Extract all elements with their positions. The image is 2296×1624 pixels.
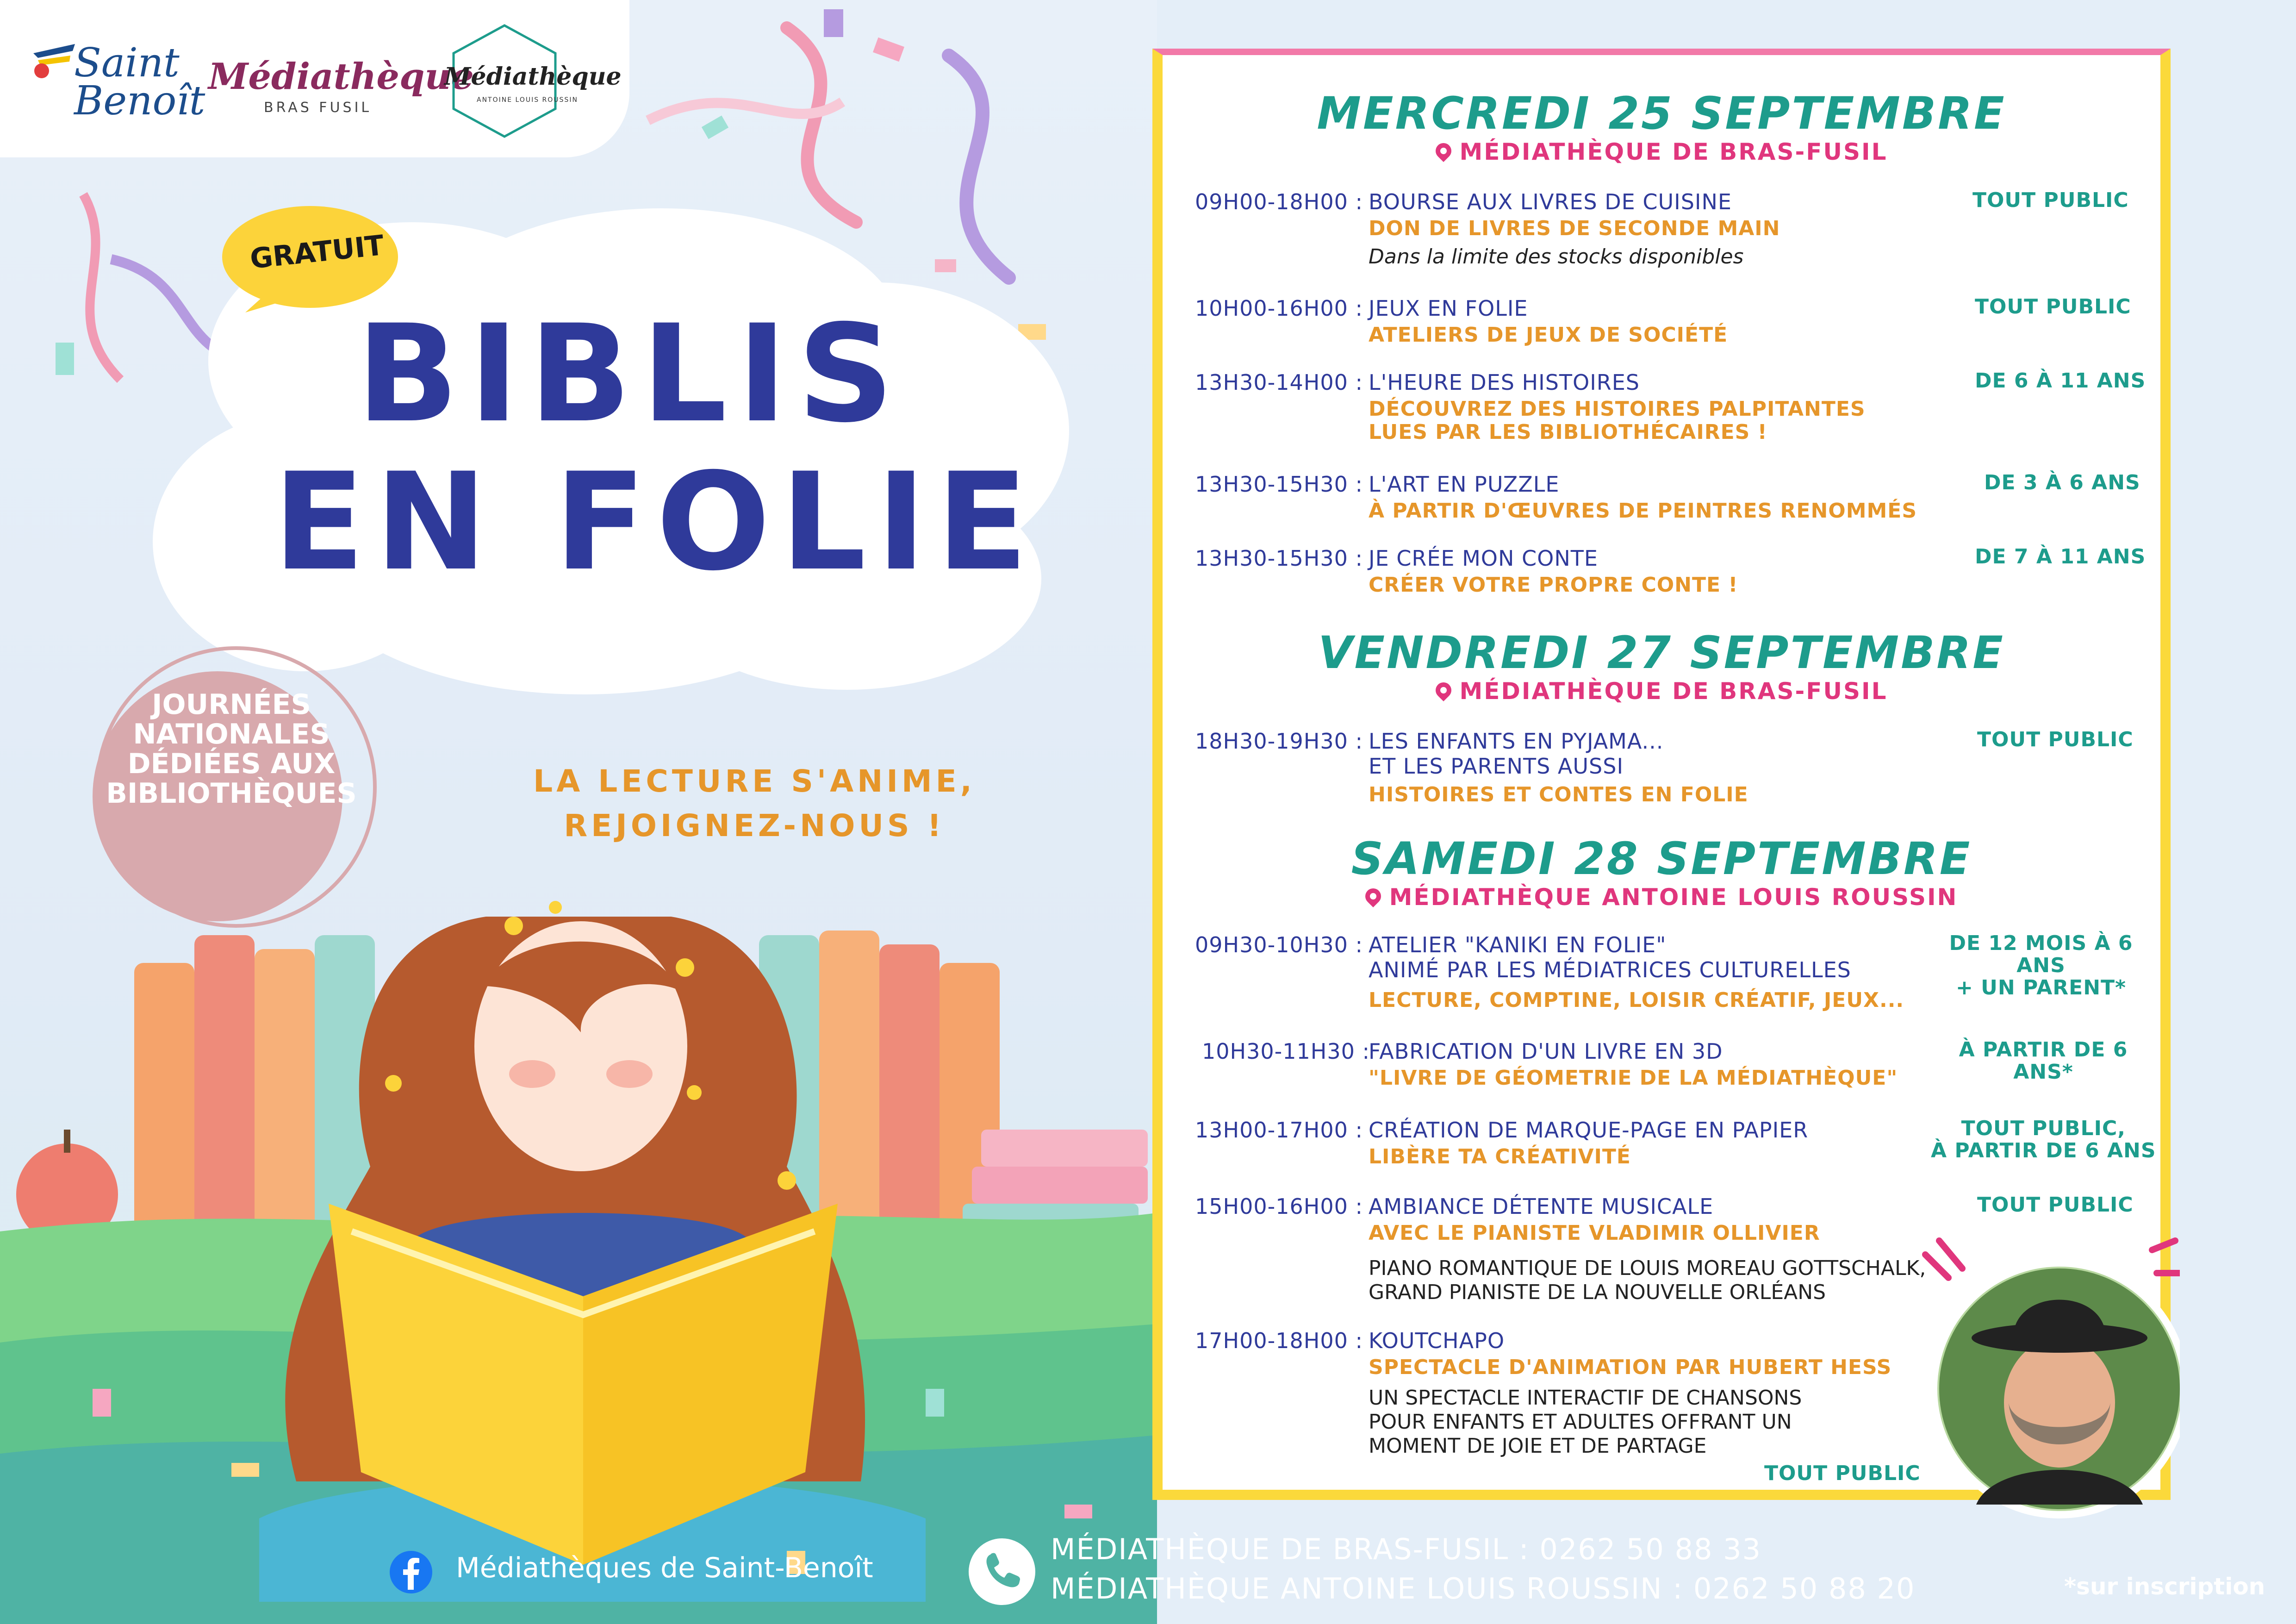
event-time: 09H00-18H00 :: [1195, 189, 1363, 214]
location-pin-icon: [1432, 139, 1454, 162]
venue-mercredi: MÉDIATHÈQUE DE BRAS-FUSIL: [1163, 138, 2160, 165]
event-time: 15H00-16H00 :: [1195, 1194, 1363, 1219]
event-subtitle: AVEC LE PIANISTE VLADIMIR OLLIVIER: [1369, 1221, 1820, 1245]
event-subtitle: ATELIERS DE JEUX DE SOCIÉTÉ: [1369, 323, 1728, 347]
main-title-line1: BIBLIS: [356, 296, 904, 452]
reading-girl-illustration: [0, 880, 1157, 1624]
event-title: JE CRÉE MON CONTE: [1369, 546, 1598, 571]
mediatheque-bras-fusil-logo: Médiathèque: [208, 56, 474, 98]
venue-samedi: MÉDIATHÈQUE ANTOINE LOUIS ROUSSIN: [1163, 884, 2160, 911]
event-title: BOURSE AUX LIVRES DE CUISINE: [1369, 189, 1732, 214]
mediatheque-roussin-subtitle: ANTOINE LOUIS ROUSSIN: [477, 96, 578, 104]
event-title: JEUX EN FOLIE: [1369, 296, 1528, 321]
mediatheque-bras-fusil-subtitle: BRAS FUSIL: [264, 100, 372, 116]
saint-benoit-logo-icon: [29, 35, 80, 81]
event-time: 13H30-15H30 :: [1195, 472, 1363, 497]
phone-bras-fusil: MÉDIATHÈQUE DE BRAS-FUSIL : 0262 50 88 33: [1051, 1532, 1762, 1566]
event-subtitle: À PARTIR D'ŒUVRES DE PEINTRES RENOMMÉS: [1369, 499, 1917, 523]
event-time: 17H00-18H00 :: [1195, 1328, 1363, 1353]
event-subtitle: DÉCOUVREZ DES HISTOIRES PALPITANTES LUES PAR LES BIBLIOTHÉCAIRES !: [1369, 397, 1866, 444]
facebook-icon[interactable]: [389, 1550, 433, 1594]
event-audience: TOUT PUBLIC: [1972, 188, 2129, 212]
event-subtitle: SPECTACLE D'ANIMATION PAR HUBERT HESS: [1369, 1355, 1892, 1379]
event-title: LES ENFANTS EN PYJAMA... ET LES PARENTS AUSSI: [1369, 729, 1664, 779]
event-note: UN SPECTACLE INTERACTIF DE CHANSONS POUR ENFANTS ET ADULTES OFFRANT UN MOMENT DE JOIE ET DE PARTAGE: [1369, 1386, 1802, 1458]
event-subtitle: LECTURE, COMPTINE, LOISIR CRÉATIF, JEUX...: [1369, 988, 1904, 1012]
event-audience: TOUT PUBLIC: [1977, 1193, 2134, 1217]
saint-benoit-logo: Saint Benoît: [74, 40, 205, 124]
location-pin-icon: [1432, 679, 1454, 701]
mediatheque-roussin-logo: Médiathèque: [444, 62, 622, 91]
event-time: 10H30-11H30 :: [1202, 1039, 1370, 1064]
event-title: L'HEURE DES HISTOIRES: [1369, 370, 1640, 395]
event-title: AMBIANCE DÉTENTE MUSICALE: [1369, 1194, 1714, 1219]
event-audience: TOUT PUBLIC, À PARTIR DE 6 ANS: [1931, 1117, 2156, 1162]
gratuit-badge: GRATUIT: [249, 229, 386, 275]
journees-nationales-text: JOURNÉES NATIONALES DÉDIÉES AUX BIBLIOTHÈQUES: [106, 688, 357, 810]
event-subtitle: LIBÈRE TA CRÉATIVITÉ: [1369, 1145, 1631, 1168]
event-title: CRÉATION DE MARQUE-PAGE EN PAPIER: [1369, 1118, 1809, 1143]
phone-icon: [967, 1537, 1037, 1606]
event-subtitle: HISTOIRES ET CONTES EN FOLIE: [1369, 783, 1748, 806]
event-audience: TOUT PUBLIC: [1764, 1462, 1921, 1485]
event-subtitle: DON DE LIVRES DE SECONDE MAIN: [1369, 217, 1780, 240]
facebook-link[interactable]: Médiathèques de Saint-Benoît: [456, 1552, 873, 1584]
event-time: 13H30-14H00 :: [1195, 370, 1363, 395]
venue-vendredi: MÉDIATHÈQUE DE BRAS-FUSIL: [1163, 678, 2160, 705]
day-title-mercredi: MERCREDI 25 SEPTEMBRE: [1317, 87, 2006, 139]
event-subtitle: CRÉER VOTRE PROPRE CONTE !: [1369, 573, 1738, 597]
event-audience: TOUT PUBLIC: [1977, 728, 2134, 751]
event-audience: DE 7 À 11 ANS: [1975, 545, 2146, 568]
location-pin-icon: [1362, 885, 1384, 907]
event-subtitle: "LIVRE DE GÉOMETRIE DE LA MÉDIATHÈQUE": [1369, 1066, 1898, 1090]
event-time: 09H30-10H30 :: [1195, 932, 1363, 957]
event-title: KOUTCHAPO: [1369, 1328, 1505, 1353]
event-audience: DE 12 MOIS À 6 ANS + UN PARENT*: [1949, 931, 2133, 999]
event-audience: TOUT PUBLIC: [1975, 295, 2131, 319]
event-time: 10H00-16H00 :: [1195, 296, 1363, 321]
day-title-vendredi: VENDREDI 27 SEPTEMBRE: [1318, 627, 2005, 679]
event-audience: DE 6 À 11 ANS: [1975, 369, 2146, 393]
event-time: 13H00-17H00 :: [1195, 1118, 1363, 1143]
inscription-note: *sur inscription: [2064, 1573, 2265, 1600]
event-time: 13H30-15H30 :: [1195, 546, 1363, 571]
event-title: FABRICATION D'UN LIVRE EN 3D: [1369, 1039, 1723, 1064]
phone-roussin: MÉDIATHÈQUE ANTOINE LOUIS ROUSSIN : 0262 50 88 20: [1051, 1572, 1916, 1605]
tagline: LA LECTURE S'ANIME, REJOIGNEZ-NOUS !: [533, 763, 976, 843]
event-audience: DE 3 À 6 ANS: [1984, 471, 2140, 494]
event-note: Dans la limite des stocks disponibles: [1369, 245, 1744, 269]
main-title-line2: EN FOLIE: [273, 444, 1039, 600]
event-note: PIANO ROMANTIQUE DE LOUIS MOREAU GOTTSCHALK, GRAND PIANISTE DE LA NOUVELLE ORLÉANS: [1369, 1256, 1926, 1304]
event-audience: À PARTIR DE 6 ANS*: [1959, 1038, 2128, 1084]
event-title: L'ART EN PUZZLE: [1369, 472, 1560, 497]
day-title-samedi: SAMEDI 28 SEPTEMBRE: [1351, 833, 1972, 885]
performer-portrait: [1921, 1236, 2180, 1528]
event-title: ATELIER "KANIKI EN FOLIE" ANIMÉ PAR LES MÉDIATRICES CULTURELLES: [1369, 932, 1851, 982]
event-time: 18H30-19H30 :: [1195, 729, 1363, 754]
